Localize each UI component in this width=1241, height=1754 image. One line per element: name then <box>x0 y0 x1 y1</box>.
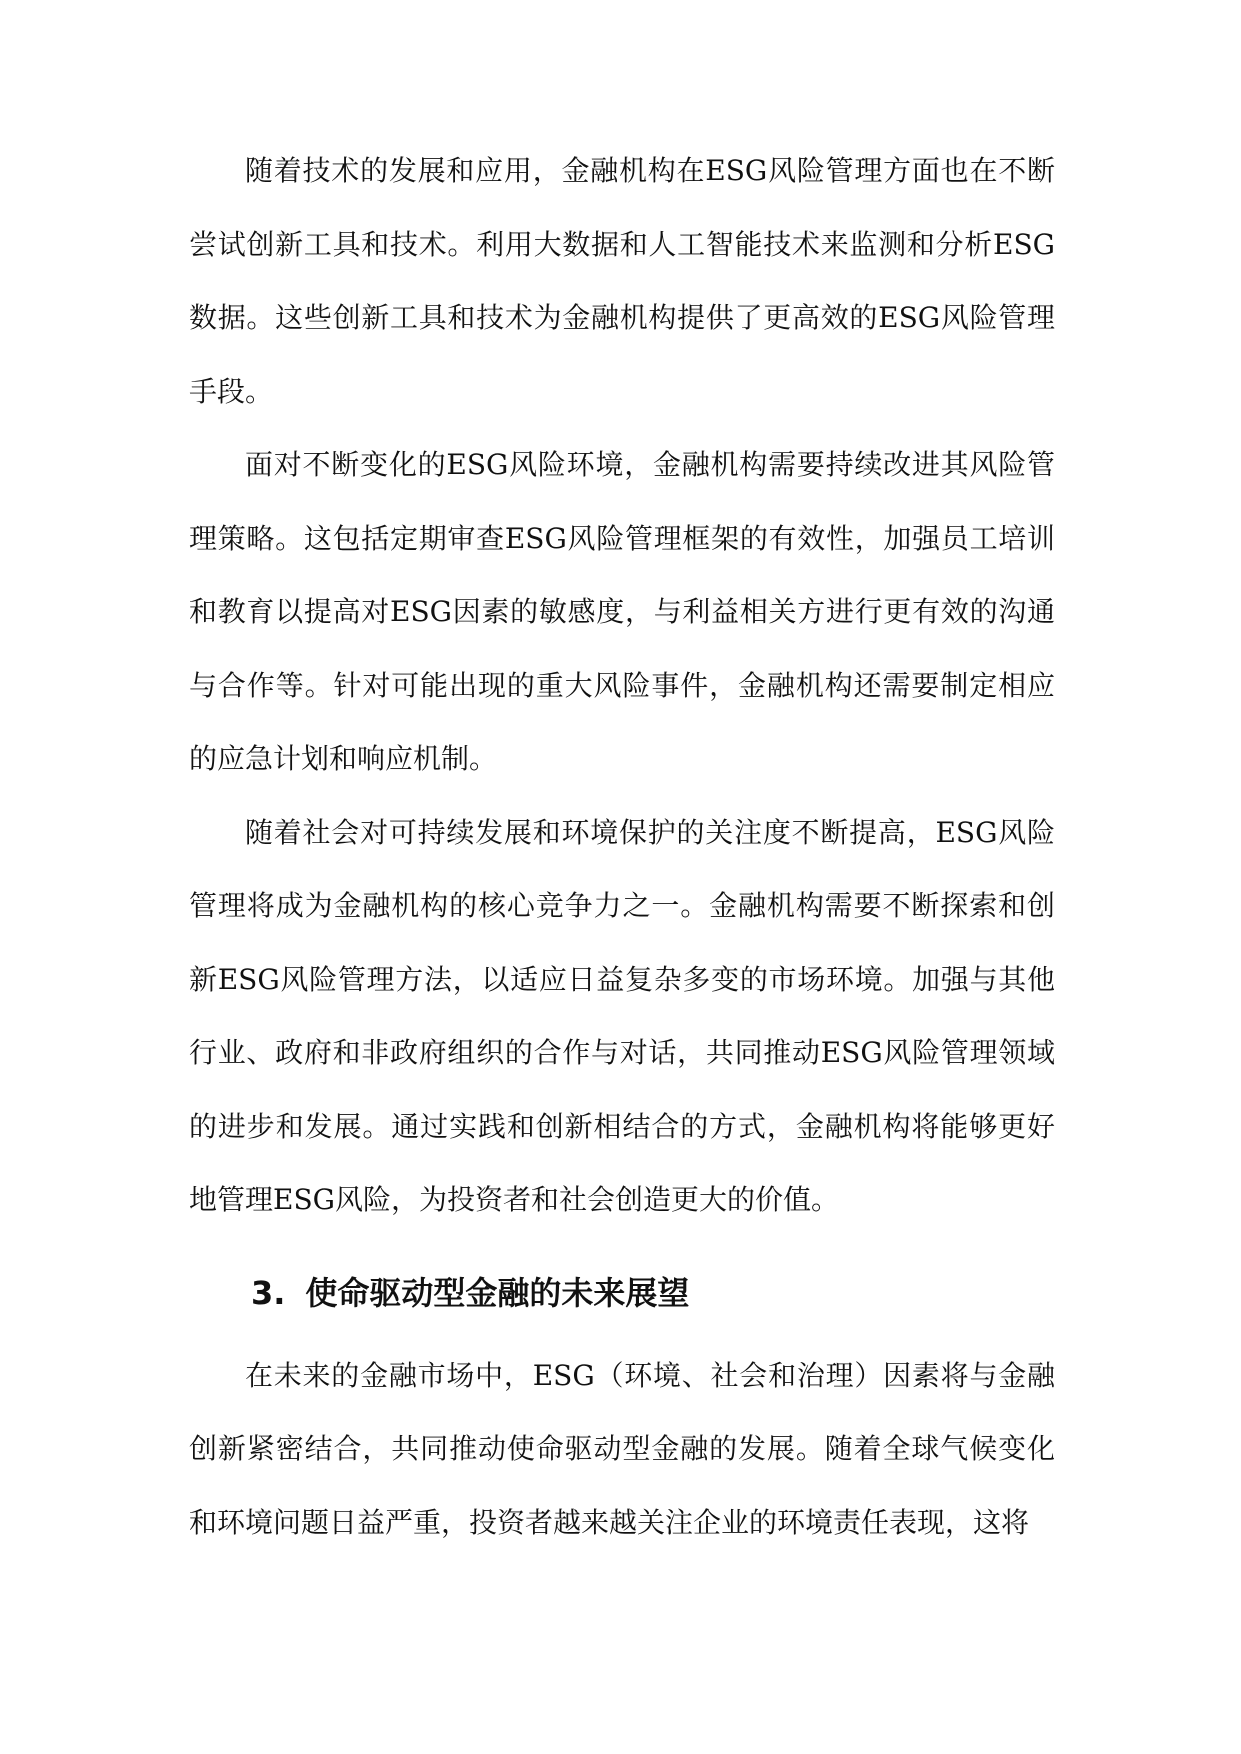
section-heading <box>189 1262 1055 1324</box>
section-number: 3. <box>251 1273 286 1312</box>
paragraph-esg-innovation-tools: 随着技术的发展和应用，金融机构在ESG风险管理方面也在不断尝试创新工具和技术。利用大数据和人工智能技术来监测和分析ESG数据。这些创新工具和技术为金融机构提供了更高效的ESG风险管理手段。 <box>189 154 1055 408</box>
paragraph-esg-core-competitiveness: 随着社会对可持续发展和环境保护的关注度不断提高，ESG风险管理将成为金融机构的核心竞争力之一。金融机构需要不断探索和创新ESG风险管理方法，以适应日益复杂多变的市场环境。加强与其他行业、政府和非政府组织的合作与对话，共同推动ESG风险管理领域的进步和发展。通过实践和创新相结合的方式，金融机构将能够更好地管理ESG风险，为投资者和社会创造更大的价值。 <box>189 815 1055 1216</box>
document-body <box>189 134 1055 1559</box>
paragraph-esg-strategy-improvement: 面对不断变化的ESG风险环境，金融机构需要持续改进其风险管理策略。这包括定期审查ESG风险管理框架的有效性，加强员工培训和教育以提高对ESG因素的敏感度，与利益相关方进行更有效的沟通与合作等。针对可能出现的重大风险事件，金融机构还需要制定相应的应急计划和响应机制。 <box>189 448 1055 775</box>
section-title: 使命驱动型金融的未来展望 <box>305 1273 690 1312</box>
paragraph-future-outlook: 在未来的金融市场中，ESG（环境、社会和治理）因素将与金融创新紧密结合，共同推动使命驱动型金融的发展。随着全球气候变化和环境问题日益严重，投资者越来越关注企业的环境责任表现，这将 <box>189 1358 1055 1539</box>
